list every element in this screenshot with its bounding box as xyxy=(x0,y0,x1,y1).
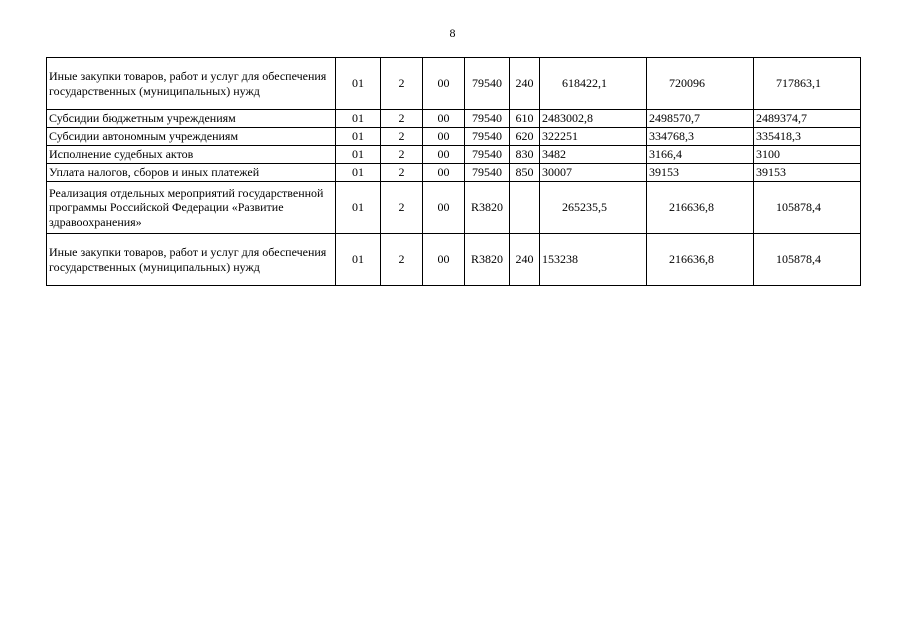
amount-year-2: 216636,8 xyxy=(647,182,754,234)
direction-code: 79540 xyxy=(465,164,510,182)
row-name: Субсидии бюджетным учреждениям xyxy=(47,110,336,128)
amount-year-1: 2483002,8 xyxy=(540,110,647,128)
direction-code: 79540 xyxy=(465,110,510,128)
subprogram-code: 2 xyxy=(381,234,423,286)
amount-year-1: 265235,5 xyxy=(540,182,647,234)
expense-type-code: 240 xyxy=(510,234,540,286)
event-code: 00 xyxy=(423,58,465,110)
amount-year-3: 335418,3 xyxy=(754,128,861,146)
direction-code: 79540 xyxy=(465,146,510,164)
table-row xyxy=(47,234,861,286)
page-number: 8 xyxy=(449,26,456,40)
budget-table xyxy=(46,57,861,286)
subprogram-code: 2 xyxy=(381,128,423,146)
expense-type-code: 850 xyxy=(510,164,540,182)
event-code: 00 xyxy=(423,128,465,146)
subprogram-code: 2 xyxy=(381,110,423,128)
amount-year-3: 717863,1 xyxy=(754,58,861,110)
expense-type-code: 240 xyxy=(510,58,540,110)
expense-type-code: 830 xyxy=(510,146,540,164)
row-name: Субсидии автономным учреждениям xyxy=(47,128,336,146)
subprogram-code: 2 xyxy=(381,182,423,234)
program-code: 01 xyxy=(336,128,381,146)
row-name: Иные закупки товаров, работ и услуг для обеспечения государственных (муниципальных) нужд xyxy=(47,58,336,110)
event-code: 00 xyxy=(423,164,465,182)
amount-year-2: 3166,4 xyxy=(647,146,754,164)
table-row xyxy=(47,164,861,182)
amount-year-3: 39153 xyxy=(754,164,861,182)
amount-year-2: 2498570,7 xyxy=(647,110,754,128)
amount-year-3: 105878,4 xyxy=(754,182,861,234)
subprogram-code: 2 xyxy=(381,146,423,164)
program-code: 01 xyxy=(336,182,381,234)
event-code: 00 xyxy=(423,182,465,234)
expense-type-code: 610 xyxy=(510,110,540,128)
row-name: Реализация отдельных мероприятий государственной программы Российской Федерации «Развитие здравоохранения» xyxy=(47,182,336,234)
table-row xyxy=(47,128,861,146)
subprogram-code: 2 xyxy=(381,58,423,110)
amount-year-2: 720096 xyxy=(647,58,754,110)
program-code: 01 xyxy=(336,146,381,164)
table-row xyxy=(47,110,861,128)
amount-year-3: 2489374,7 xyxy=(754,110,861,128)
event-code: 00 xyxy=(423,110,465,128)
program-code: 01 xyxy=(336,164,381,182)
amount-year-1: 153238 xyxy=(540,234,647,286)
row-name: Иные закупки товаров, работ и услуг для обеспечения государственных (муниципальных) нужд xyxy=(47,234,336,286)
direction-code: R3820 xyxy=(465,182,510,234)
amount-year-1: 3482 xyxy=(540,146,647,164)
amount-year-1: 618422,1 xyxy=(540,58,647,110)
row-name: Исполнение судебных актов xyxy=(47,146,336,164)
event-code: 00 xyxy=(423,234,465,286)
program-code: 01 xyxy=(336,234,381,286)
amount-year-2: 334768,3 xyxy=(647,128,754,146)
subprogram-code: 2 xyxy=(381,164,423,182)
amount-year-2: 39153 xyxy=(647,164,754,182)
row-name: Уплата налогов, сборов и иных платежей xyxy=(47,164,336,182)
expense-type-code xyxy=(510,182,540,234)
event-code: 00 xyxy=(423,146,465,164)
amount-year-1: 322251 xyxy=(540,128,647,146)
table-row xyxy=(47,58,861,110)
amount-year-2: 216636,8 xyxy=(647,234,754,286)
amount-year-1: 30007 xyxy=(540,164,647,182)
expense-type-code: 620 xyxy=(510,128,540,146)
program-code: 01 xyxy=(336,58,381,110)
table-row xyxy=(47,146,861,164)
direction-code: 79540 xyxy=(465,128,510,146)
program-code: 01 xyxy=(336,110,381,128)
amount-year-3: 3100 xyxy=(754,146,861,164)
table-row xyxy=(47,182,861,234)
amount-year-3: 105878,4 xyxy=(754,234,861,286)
direction-code: R3820 xyxy=(465,234,510,286)
direction-code: 79540 xyxy=(465,58,510,110)
